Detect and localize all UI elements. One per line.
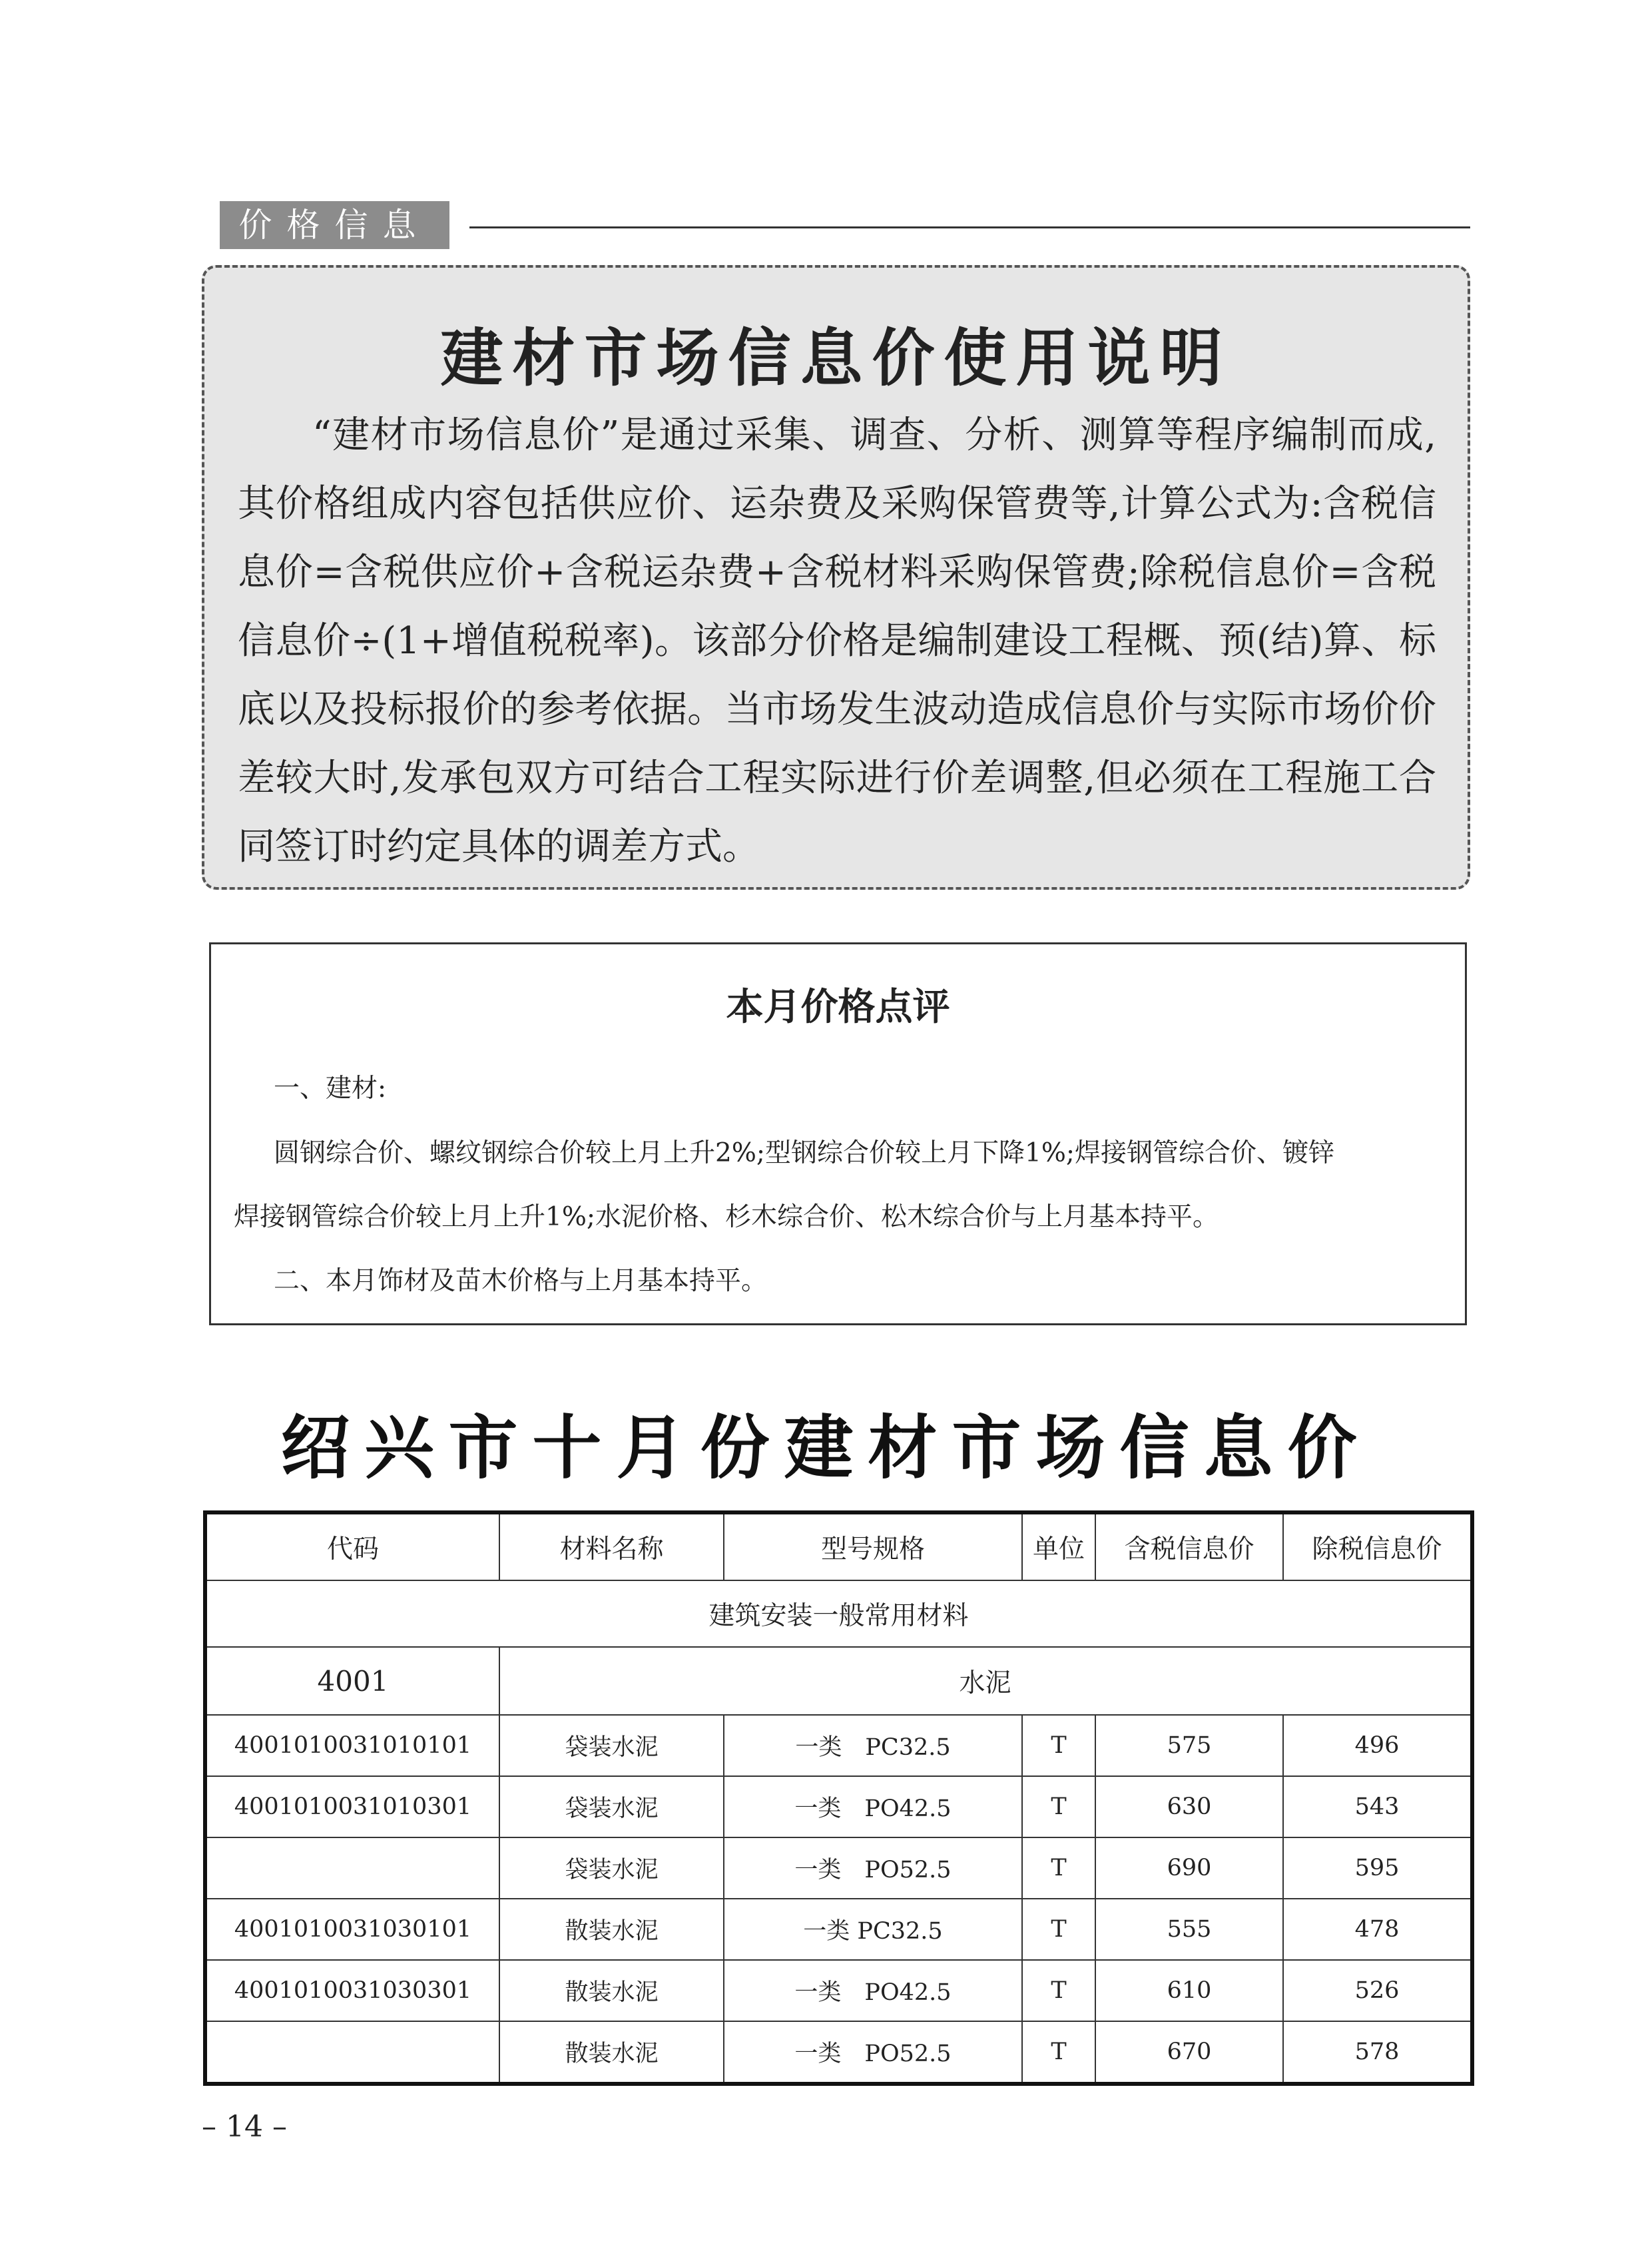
- cell-price-tax: 630: [1095, 1776, 1283, 1837]
- page-number: – 14 –: [202, 2110, 287, 2144]
- group-code: 4001: [205, 1647, 499, 1715]
- cell-price-tax: 670: [1095, 2021, 1283, 2084]
- notice-title: 建材市场信息价使用说明: [440, 322, 1232, 395]
- cell-code: [205, 1837, 499, 1899]
- category-label: 建筑安装一般常用材料: [205, 1580, 1472, 1647]
- category-row: [205, 1580, 1472, 1647]
- cell-name: 散装水泥: [499, 1960, 724, 2021]
- review-title: 本月价格点评: [726, 986, 950, 1029]
- cell-name: 散装水泥: [499, 1899, 724, 1960]
- cell-unit: T: [1022, 1960, 1095, 2021]
- cell-price-notax: 543: [1283, 1776, 1472, 1837]
- cell-price-notax: 526: [1283, 1960, 1472, 2021]
- review-line-3: 焊接钢管综合价较上月上升1%;水泥价格、杉木综合价、松木综合价与上月基本持平。: [234, 1202, 1219, 1232]
- header-material-name: 材料名称: [499, 1512, 724, 1580]
- cell-spec: 一类 PO42.5: [724, 1776, 1022, 1837]
- cell-spec: 一类 PC32.5: [724, 1715, 1022, 1776]
- header-code: 代码: [205, 1512, 499, 1580]
- table-header-row: [205, 1512, 1472, 1580]
- cell-spec: 一类 PO52.5: [724, 2021, 1022, 2084]
- review-line-1: 一、建材:: [274, 1074, 387, 1104]
- cell-price-notax: 578: [1283, 2021, 1472, 2084]
- header-price-notax: 除税信息价: [1283, 1512, 1472, 1580]
- cell-price-tax: 610: [1095, 1960, 1283, 2021]
- cell-name: 袋装水泥: [499, 1715, 724, 1776]
- cell-price-notax: 478: [1283, 1899, 1472, 1960]
- cell-name: 散装水泥: [499, 2021, 724, 2084]
- review-line-2: 圆钢综合价、螺纹钢综合价较上月上升2%;型钢综合价较上月下降1%;焊接钢管综合价、镀锌: [274, 1138, 1335, 1168]
- usage-notice-box: [202, 265, 1470, 890]
- cell-unit: T: [1022, 1837, 1095, 1899]
- table-row: [205, 1837, 1472, 1899]
- table-row: [205, 1776, 1472, 1837]
- cell-price-notax: 595: [1283, 1837, 1472, 1899]
- cell-code: 4001010031030301: [205, 1960, 499, 2021]
- cell-name: 袋装水泥: [499, 1776, 724, 1837]
- table-row: [205, 1899, 1472, 1960]
- header-price-tax: 含税信息价: [1095, 1512, 1283, 1580]
- header-spec: 型号规格: [724, 1512, 1022, 1580]
- group-name: 水泥: [499, 1647, 1472, 1715]
- cell-code: 4001010031010101: [205, 1715, 499, 1776]
- section-label: 价格信息: [220, 201, 449, 249]
- cell-name: 袋装水泥: [499, 1837, 724, 1899]
- cell-code: 4001010031010301: [205, 1776, 499, 1837]
- notice-body: “建材市场信息价”是通过采集、调查、分析、测算等程序编制而成,其价格组成内容包括供应价、运杂费及采购保管费等,计算公式为:含税信息价=含税供应价+含税运杂费+含税材料采购保管费;除税信息价=含税信息价÷(1+增值税税率)。该部分价格是编制建设工程概、预(结)算、标底以及投标报价的参考依据。当市场发生波动造成信息价与实际市场价价差较大时,发承包双方可结合工程实际进行价差调整,但必须在工程施工合同签订时约定具体的调差方式。: [238, 414, 1436, 868]
- cell-spec: 一类 PO52.5: [724, 1837, 1022, 1899]
- header-unit: 单位: [1022, 1512, 1095, 1580]
- cell-price-tax: 555: [1095, 1899, 1283, 1960]
- table-row: [205, 2021, 1472, 2084]
- cell-unit: T: [1022, 1899, 1095, 1960]
- cell-unit: T: [1022, 1715, 1095, 1776]
- cell-unit: T: [1022, 1776, 1095, 1837]
- cell-code: [205, 2021, 499, 2084]
- cell-price-tax: 690: [1095, 1837, 1283, 1899]
- cell-unit: T: [1022, 2021, 1095, 2084]
- price-table: [203, 1510, 1474, 2086]
- cell-spec: 一类 PO42.5: [724, 1960, 1022, 2021]
- price-list-title: 绍兴市十月份建材市场信息价: [280, 1407, 1372, 1488]
- cell-spec: 一类 PC32.5: [724, 1899, 1022, 1960]
- cell-price-tax: 575: [1095, 1715, 1283, 1776]
- cell-price-notax: 496: [1283, 1715, 1472, 1776]
- table-row: [205, 1715, 1472, 1776]
- cell-code: 4001010031030101: [205, 1899, 499, 1960]
- group-row: [205, 1647, 1472, 1715]
- review-line-4: 二、本月饰材及苗木价格与上月基本持平。: [274, 1266, 768, 1296]
- table-row: [205, 1960, 1472, 2021]
- header-rule: [469, 226, 1470, 228]
- monthly-review-box: [209, 942, 1467, 1325]
